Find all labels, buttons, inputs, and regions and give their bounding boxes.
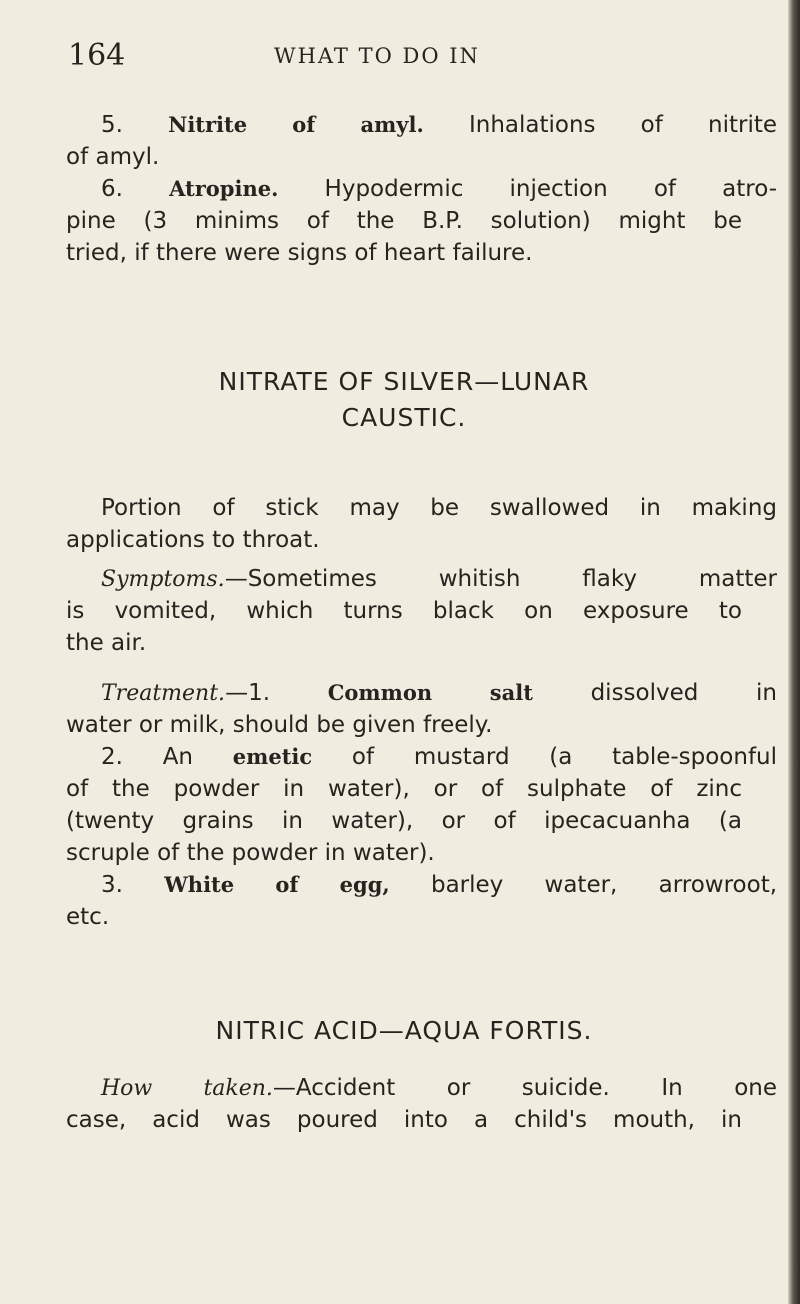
symptoms-label: Symptoms. (101, 567, 225, 592)
treatment-line-2: water or milk, should be given freely. (66, 712, 493, 738)
page-header (68, 38, 768, 82)
treatment-line-1: Treatment.—1. Common salt dissolved in (101, 680, 777, 706)
how-taken-line-1: How taken.—Accident or suicide. In one (101, 1075, 777, 1101)
how-taken-line-2: case, acid was poured into a child's mouth, in (66, 1107, 742, 1133)
symptoms-line-1: Symptoms.—Sometimes whitish flaky matter (101, 566, 777, 592)
item-6-line-2: pine (3 minims of the B.P. solution) might be (66, 208, 742, 234)
item-6-bold: Atropine. (169, 176, 279, 201)
item-2-line-4: scruple of the powder in water). (66, 840, 435, 866)
how-taken-label: How taken. (101, 1076, 273, 1101)
item-3-line-2: etc. (66, 904, 110, 930)
item-6-line-1: 6. Atropine. Hypodermic injection of atro- (101, 176, 777, 202)
item-5-line-1: 5. Nitrite of amyl. Inhalations of nitrite (101, 112, 777, 138)
item-2-line-3: (twenty grains in water), or of ipecacuanha (a (66, 808, 742, 834)
section-heading-silver-line-2: CAUSTIC. (341, 403, 467, 432)
item-5-line-2: of amyl. (66, 144, 160, 170)
item-2-bold: emetic (232, 744, 313, 769)
item-2-line-1: 2. An emetic of mustard (a table-spoonful (101, 744, 778, 770)
silver-intro-line-1: Portion of stick may be swallowed in making (101, 495, 777, 521)
item-2-line-2: of the powder in water), or of sulphate of zinc (66, 776, 742, 802)
symptoms-line-3: the air. (66, 630, 147, 656)
page-edge-shadow (788, 0, 800, 1304)
section-heading-nitric: NITRIC ACID—AQUA FORTIS. (215, 1016, 593, 1045)
item-6-line-3: tried, if there were signs of heart failure. (66, 240, 533, 266)
page-number: 164 (68, 38, 126, 73)
symptoms-line-2: is vomited, which turns black on exposure to (66, 598, 742, 624)
running-head: WHAT TO DO IN (274, 44, 480, 68)
treatment-label: Treatment. (101, 681, 226, 706)
item-3-line-1: 3. White of egg, barley water, arrowroot, (101, 872, 778, 898)
section-heading-silver-line-1: NITRATE OF SILVER—LUNAR (218, 367, 590, 396)
item-5-bold: Nitrite of amyl. (168, 112, 424, 137)
item-3-bold: White of egg, (164, 872, 390, 897)
silver-intro-line-2: applications to throat. (66, 527, 320, 553)
treatment-bold: Common salt (327, 680, 533, 705)
